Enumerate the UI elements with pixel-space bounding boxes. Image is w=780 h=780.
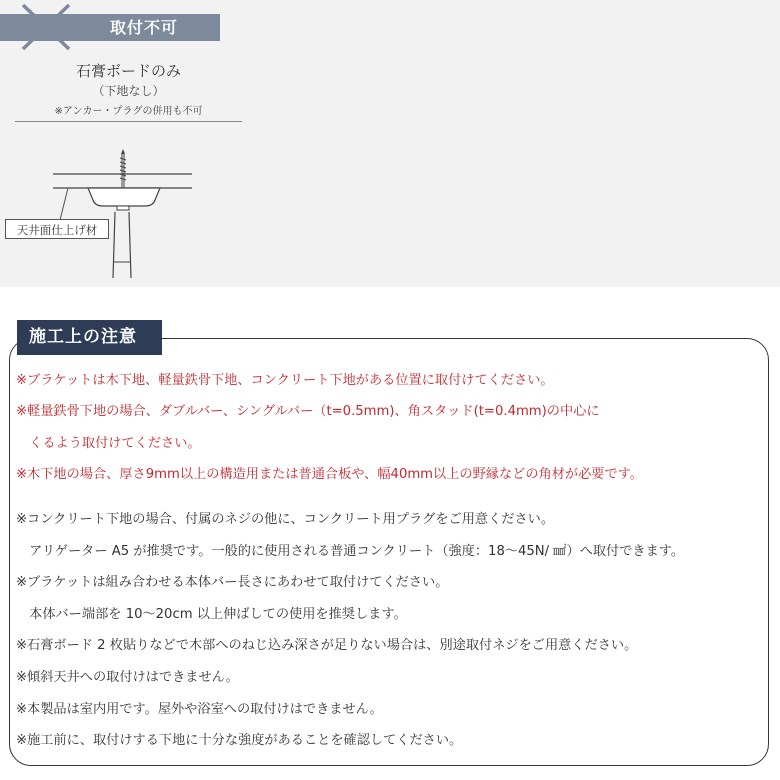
note-line: ※施工前に、取付けする下地に十分な強度があることを確認してください。 [16, 733, 463, 748]
note-line: ※傾斜天井への取付けはできません。 [16, 670, 239, 685]
bracket-shape [88, 188, 160, 206]
note-line: ※本製品は室内用です。屋外や浴室への取付けはできません。 [16, 702, 383, 717]
note-line: ※石膏ボード 2 枚貼りなどで木部へのねじ込み深さが足りない場合は、別途取付ネジをご用意ください。 [16, 638, 638, 653]
red-note-line: ※木下地の場合、厚さ9mm以上の構造用または普通合板や、幅40mm以上の野縁などの角材が必要です。 [16, 467, 643, 482]
red-note-line: くるよう取付けてください。 [16, 436, 201, 451]
note-line: 本体バー端部を 10〜20cm 以上伸ばしての使用を推奨します。 [16, 607, 407, 622]
not-allowed-title: 取付不可 [110, 18, 179, 37]
caution-heading: 施工上の注意 [17, 320, 162, 355]
caption-divider [15, 121, 242, 122]
gypsum-only-caption: 石膏ボードのみ [75, 62, 181, 80]
cross-icon [20, 2, 72, 52]
red-note-line: ※軽量鉄骨下地の場合、ダブルバー、シングルバー（t=0.5mm)、角スタッド(t=0.4mm)の中心に [16, 404, 600, 419]
note-line: ※コンクリート下地の場合、付属のネジの他に、コンクリート用プラグをご用意ください。 [16, 512, 555, 527]
ceiling-finish-label: 天井面仕上げ材 [5, 219, 109, 239]
note-line: アリゲーター A5 が推奨です。一般的に使用される普通コンクリート（強度：18〜45N/ ㎟）へ取付できます。 [16, 544, 685, 559]
mounting-diagram [0, 140, 240, 285]
note-line: ※ブラケットは組み合わせる本体バー長さにあわせて取付けてください。 [16, 575, 449, 590]
anchor-note: ※アンカー・プラグの併用も不可 [54, 106, 203, 117]
no-base-caption: （下地なし） [92, 84, 165, 98]
red-note-line: ※ブラケットは木下地、軽量鉄骨下地、コンクリート下地がある位置に取付けてください。 [16, 373, 554, 388]
